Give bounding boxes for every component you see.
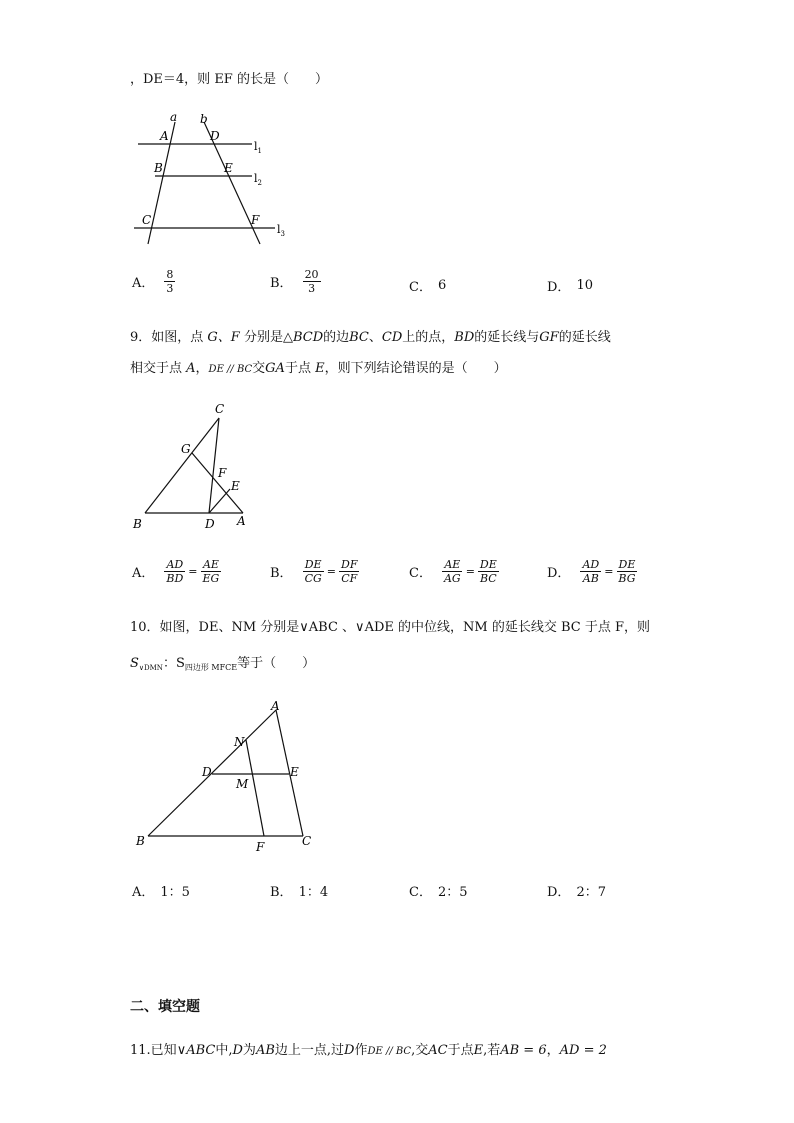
q8-label-E: E	[224, 161, 233, 175]
q9-segment-BC	[145, 418, 219, 513]
q9-option-a[interactable]: A． $\frac{AD}{BD}$ = $\frac{AE}{EG}$	[132, 558, 220, 585]
q10-label-C: C	[302, 834, 312, 848]
q8-label-l1: $l_1$	[254, 140, 262, 155]
q9-label-G: G	[181, 442, 191, 456]
q8-option-a-fraction: $\frac{8}{3}$	[166, 268, 174, 295]
q10-label-F: F	[256, 840, 265, 854]
q10-label-M: M	[236, 777, 249, 791]
q8-label-a: a	[170, 110, 178, 124]
q9-figure	[125, 398, 265, 533]
q8-label-B: B	[154, 161, 163, 175]
q8-option-c[interactable]: C． 6	[409, 278, 447, 295]
q10-segment-NF	[246, 740, 264, 836]
q11-question-line1: 11.已知∨ABC中,D为AB边上一点,过D作DE // BC,交AC于点E,若AB = 6，AD = 2	[130, 1043, 607, 1058]
q9-question-line2: 相交于点 A，DE // BC交GA于点 E，则下列结论错误的是（ ）	[130, 361, 507, 376]
q10-option-c[interactable]: C． 2：5	[409, 885, 468, 900]
q9-label-B: B	[133, 517, 142, 531]
q10-segment-AB	[148, 710, 276, 836]
q8-label-A: A	[160, 129, 169, 143]
q8-label-l2: $l_2$	[254, 172, 262, 187]
q10-question-line1: 10．如图，DE、NM 分别是∨ABC 、∨ADE 的中位线，NM 的延长线交 BC 于点 F，则	[130, 620, 650, 635]
q9-option-b[interactable]: B． $\frac{DE}{CG}$ = $\frac{DF}{CF}$	[270, 558, 358, 585]
q8-figure	[120, 108, 300, 248]
q10-label-E: E	[290, 765, 299, 779]
q9-option-d[interactable]: D． $\frac{AD}{AB}$ = $\frac{DE}{BG}$	[547, 558, 636, 585]
q9-label-D: D	[205, 517, 215, 531]
q8-label-C: C	[142, 213, 152, 227]
q9-label-E: E	[231, 479, 240, 493]
q9-option-c[interactable]: C． $\frac{AE}{AG}$ = $\frac{DE}{BC}$	[409, 558, 497, 585]
q10-label-B: B	[136, 834, 145, 848]
q10-option-b[interactable]: B． 1：4	[270, 885, 329, 900]
q10-figure	[128, 698, 328, 858]
q9-label-A: A	[237, 514, 246, 528]
q10-label-A: A	[271, 699, 280, 713]
q10-label-N: N	[234, 735, 245, 749]
q9-question-line1: 9．如图，点 G、F 分别是△BCD的边BC、CD上的点，BD的延长线与GF的延长线	[130, 330, 611, 345]
q8-option-d[interactable]: D． 10	[547, 278, 593, 295]
q8-label-F: F	[251, 213, 260, 227]
q8-option-b-fraction: $\frac{20}{3}$	[304, 268, 319, 295]
q9-label-C: C	[215, 402, 225, 416]
q8-option-a[interactable]: A． $\frac{8}{3}$	[132, 268, 174, 295]
q8-option-b[interactable]: B． $\frac{20}{3}$	[270, 268, 319, 295]
section-heading-fill-in: 二、填空题	[130, 999, 200, 1015]
q10-option-a[interactable]: A． 1：5	[132, 885, 190, 900]
q8-label-l3: $l_3$	[277, 223, 285, 238]
q10-option-d[interactable]: D． 2：7	[547, 885, 606, 900]
q8-label-D: D	[210, 129, 220, 143]
q10-label-D: D	[202, 765, 212, 779]
q10-question-line2: $S_{\vee DMN}$：$S_{四边形 MFCE}$等于（ ）	[130, 656, 316, 672]
q9-segment-DE	[209, 489, 230, 513]
q8-label-b: b	[200, 112, 208, 126]
q8-question-tail: ，DE＝4，则 EF 的长是（ ）	[130, 72, 328, 87]
q9-label-F: F	[218, 466, 227, 480]
